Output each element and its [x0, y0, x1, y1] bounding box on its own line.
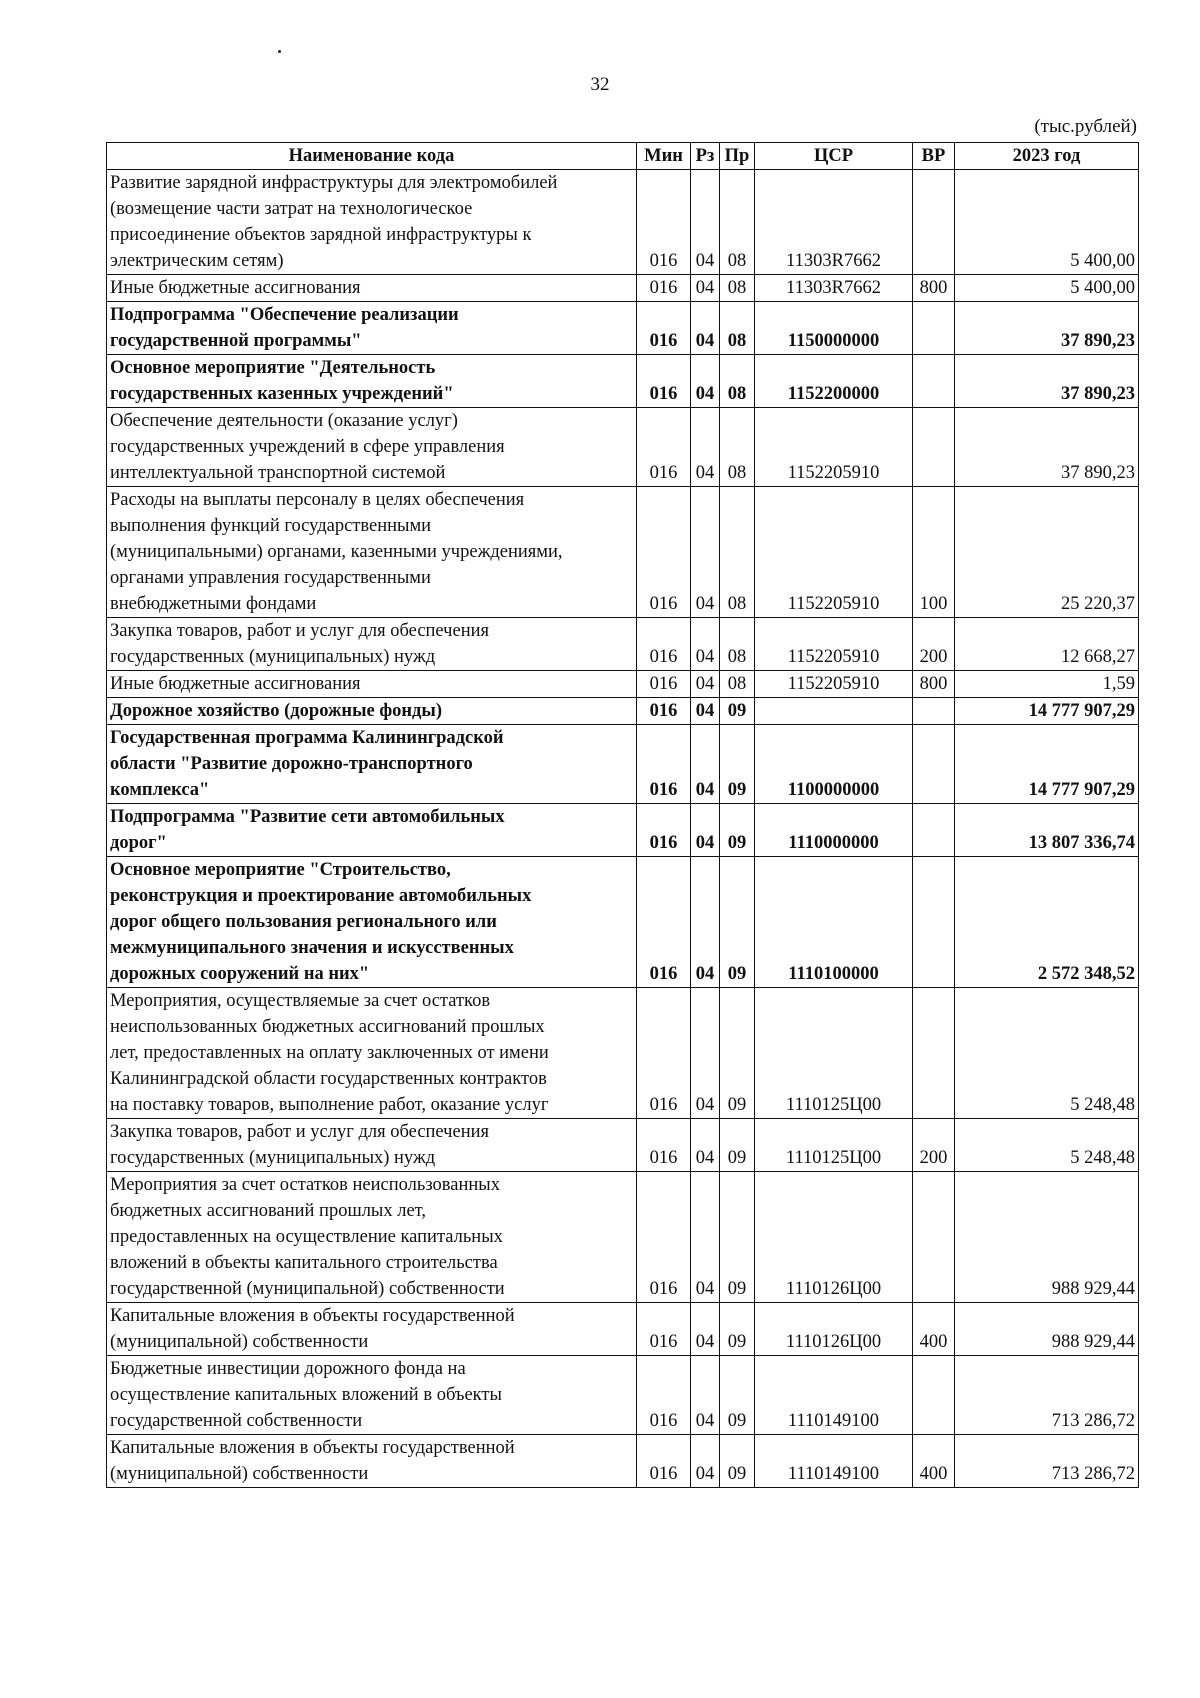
row-csr: 1110149100	[755, 1356, 913, 1435]
row-name-line: выполнения функций государственными	[110, 516, 432, 536]
row-name-line: Государственная программа Калининградской	[110, 728, 504, 748]
table-row	[107, 1356, 1139, 1435]
row-pr: 09	[720, 857, 755, 988]
row-name-line: Развитие зарядной инфраструктуры для электромобилей	[110, 173, 558, 193]
row-csr: 1152200000	[755, 355, 913, 408]
row-name-line: органами управления государственными	[110, 568, 431, 588]
row-rz: 04	[691, 1303, 720, 1356]
row-vr	[913, 170, 955, 275]
row-name-line: Мероприятия, осуществляемые за счет остатков	[110, 991, 491, 1011]
table-row	[107, 408, 1139, 487]
row-rz: 04	[691, 988, 720, 1119]
row-min: 016	[637, 275, 691, 302]
row-vr	[913, 698, 955, 725]
row-name-line: Подпрограмма "Обеспечение реализации	[110, 305, 459, 325]
table-header	[107, 143, 1139, 170]
row-name-line: (муниципальными) органами, казенными учреждениями,	[110, 542, 563, 562]
row-rz: 04	[691, 804, 720, 857]
row-name	[107, 1303, 637, 1356]
row-vr: 200	[913, 618, 955, 671]
row-rz: 04	[691, 698, 720, 725]
row-pr: 08	[720, 170, 755, 275]
row-pr: 09	[720, 1356, 755, 1435]
row-pr: 08	[720, 275, 755, 302]
row-min: 016	[637, 1356, 691, 1435]
row-name-line: Расходы на выплаты персоналу в целях обеспечения	[110, 490, 525, 510]
row-vr	[913, 857, 955, 988]
row-csr: 1110149100	[755, 1435, 913, 1488]
row-name	[107, 1172, 637, 1303]
row-name-line: Подпрограмма "Развитие сети автомобильных	[110, 807, 505, 827]
row-min: 016	[637, 804, 691, 857]
row-csr: 1100000000	[755, 725, 913, 804]
row-name-line: межмуниципального значения и искусственных	[110, 938, 514, 958]
row-name-line: государственных (муниципальных) нужд	[110, 647, 436, 667]
table-row	[107, 1435, 1139, 1488]
row-csr: 1110126Ц00	[755, 1303, 913, 1356]
row-rz: 04	[691, 725, 720, 804]
table-row	[107, 698, 1139, 725]
table-row	[107, 302, 1139, 355]
row-rz: 04	[691, 170, 720, 275]
header-min: Мин	[637, 143, 691, 170]
row-amount: 5 248,48	[955, 1119, 1139, 1172]
row-pr: 09	[720, 1303, 755, 1356]
row-amount: 1,59	[955, 671, 1139, 698]
scan-speck	[278, 50, 281, 53]
row-name-line: интеллектуальной транспортной системой	[110, 463, 446, 483]
row-name-line: вложений в объекты капитального строительства	[110, 1253, 498, 1273]
row-name	[107, 275, 637, 302]
table-row	[107, 857, 1139, 988]
header-csr: ЦСР	[755, 143, 913, 170]
row-amount: 37 890,23	[955, 355, 1139, 408]
row-amount: 988 929,44	[955, 1172, 1139, 1303]
page-number: 32	[590, 74, 610, 95]
row-pr: 08	[720, 408, 755, 487]
units-label: (тыс.рублей)	[1034, 116, 1137, 137]
row-name-line: (возмещение части затрат на технологическое	[110, 199, 473, 219]
row-csr: 1152205910	[755, 487, 913, 618]
row-name-line: Иные бюджетные ассигнования	[110, 674, 361, 694]
row-rz: 04	[691, 618, 720, 671]
row-min: 016	[637, 170, 691, 275]
row-min: 016	[637, 408, 691, 487]
row-amount: 37 890,23	[955, 302, 1139, 355]
row-name-line: государственной собственности	[110, 1411, 363, 1431]
row-name	[107, 1119, 637, 1172]
row-pr: 09	[720, 988, 755, 1119]
row-name-line: бюджетных ассигнований прошлых лет,	[110, 1201, 426, 1221]
row-name-line: Закупка товаров, работ и услуг для обеспечения	[110, 621, 490, 641]
row-amount: 12 668,27	[955, 618, 1139, 671]
row-csr: 11303R7662	[755, 170, 913, 275]
row-name-line: неиспользованных бюджетных ассигнований прошлых	[110, 1017, 545, 1037]
row-name	[107, 988, 637, 1119]
row-pr: 09	[720, 725, 755, 804]
row-min: 016	[637, 1435, 691, 1488]
row-min: 016	[637, 671, 691, 698]
row-name-line: осуществление капитальных вложений в объекты	[110, 1385, 502, 1405]
row-name-line: комплекса"	[110, 780, 210, 800]
row-vr: 200	[913, 1119, 955, 1172]
row-rz: 04	[691, 275, 720, 302]
row-name	[107, 618, 637, 671]
row-min: 016	[637, 857, 691, 988]
row-min: 016	[637, 618, 691, 671]
row-min: 016	[637, 1303, 691, 1356]
row-min: 016	[637, 487, 691, 618]
row-name-line: реконструкция и проектирование автомобильных	[110, 886, 532, 906]
row-vr	[913, 725, 955, 804]
row-name-line: области "Развитие дорожно-транспортного	[110, 754, 473, 774]
row-vr: 800	[913, 671, 955, 698]
row-csr: 1150000000	[755, 302, 913, 355]
row-vr: 400	[913, 1435, 955, 1488]
row-amount: 37 890,23	[955, 408, 1139, 487]
row-name	[107, 804, 637, 857]
row-name-line: Дорожное хозяйство (дорожные фонды)	[110, 701, 443, 721]
header-row	[107, 143, 1139, 170]
table-row	[107, 804, 1139, 857]
table-row	[107, 275, 1139, 302]
row-name-line: дорог"	[110, 833, 167, 853]
row-name-line: Иные бюджетные ассигнования	[110, 278, 361, 298]
header-pr: Пр	[720, 143, 755, 170]
row-name-line: электрическим сетям)	[110, 251, 284, 271]
row-rz: 04	[691, 1435, 720, 1488]
row-pr: 08	[720, 355, 755, 408]
row-pr: 09	[720, 1119, 755, 1172]
row-vr	[913, 355, 955, 408]
row-min: 016	[637, 698, 691, 725]
row-name-line: государственной (муниципальной) собственности	[110, 1279, 505, 1299]
row-rz: 04	[691, 1172, 720, 1303]
row-csr: 1110126Ц00	[755, 1172, 913, 1303]
row-name	[107, 1435, 637, 1488]
row-name	[107, 487, 637, 618]
row-name-line: Капитальные вложения в объекты государственной	[110, 1306, 515, 1326]
row-pr: 08	[720, 618, 755, 671]
row-pr: 09	[720, 804, 755, 857]
table-row	[107, 988, 1139, 1119]
row-amount: 5 400,00	[955, 170, 1139, 275]
row-amount: 14 777 907,29	[955, 698, 1139, 725]
header-vr: ВР	[913, 143, 955, 170]
table-row	[107, 170, 1139, 275]
row-amount: 713 286,72	[955, 1435, 1139, 1488]
row-csr: 1152205910	[755, 618, 913, 671]
row-name-line: предоставленных на осуществление капитальных	[110, 1227, 503, 1247]
row-rz: 04	[691, 1356, 720, 1435]
header-amount: 2023 год	[955, 143, 1139, 170]
row-amount: 25 220,37	[955, 487, 1139, 618]
row-name-line: Обеспечение деятельности (оказание услуг)	[110, 411, 458, 431]
row-vr	[913, 988, 955, 1119]
budget-table	[106, 142, 1139, 1488]
row-pr: 08	[720, 671, 755, 698]
row-pr: 08	[720, 487, 755, 618]
row-vr	[913, 804, 955, 857]
table-row	[107, 1119, 1139, 1172]
row-name	[107, 302, 637, 355]
row-min: 016	[637, 1172, 691, 1303]
row-csr: 1110125Ц00	[755, 988, 913, 1119]
row-name	[107, 355, 637, 408]
table-body	[107, 170, 1139, 1488]
row-name-line: внебюджетными фондами	[110, 594, 317, 614]
row-name	[107, 698, 637, 725]
row-csr: 11303R7662	[755, 275, 913, 302]
row-rz: 04	[691, 302, 720, 355]
row-vr	[913, 1172, 955, 1303]
row-vr	[913, 1356, 955, 1435]
header-rz: Рз	[691, 143, 720, 170]
row-min: 016	[637, 988, 691, 1119]
row-csr: 1152205910	[755, 671, 913, 698]
row-amount: 13 807 336,74	[955, 804, 1139, 857]
row-name-line: (муниципальной) собственности	[110, 1464, 369, 1484]
row-amount: 988 929,44	[955, 1303, 1139, 1356]
row-csr	[755, 698, 913, 725]
row-csr: 1110000000	[755, 804, 913, 857]
row-name-line: присоединение объектов зарядной инфраструктуры к	[110, 225, 532, 245]
table-row	[107, 355, 1139, 408]
row-name	[107, 725, 637, 804]
row-vr	[913, 408, 955, 487]
table-row	[107, 1172, 1139, 1303]
row-rz: 04	[691, 671, 720, 698]
row-amount: 5 248,48	[955, 988, 1139, 1119]
table-row	[107, 1303, 1139, 1356]
table-row	[107, 671, 1139, 698]
row-name-line: лет, предоставленных на оплату заключенных от имени	[110, 1043, 549, 1063]
row-csr: 1110100000	[755, 857, 913, 988]
row-vr: 800	[913, 275, 955, 302]
row-amount: 14 777 907,29	[955, 725, 1139, 804]
row-min: 016	[637, 725, 691, 804]
row-pr: 08	[720, 302, 755, 355]
row-name-line: государственных казенных учреждений"	[110, 384, 454, 404]
row-amount: 2 572 348,52	[955, 857, 1139, 988]
row-rz: 04	[691, 857, 720, 988]
row-vr: 400	[913, 1303, 955, 1356]
header-name: Наименование кода	[107, 143, 637, 170]
row-name-line: Закупка товаров, работ и услуг для обеспечения	[110, 1122, 490, 1142]
row-name	[107, 1356, 637, 1435]
row-name-line: дорожных сооружений на них"	[110, 964, 370, 984]
row-csr: 1110125Ц00	[755, 1119, 913, 1172]
row-pr: 09	[720, 698, 755, 725]
row-name-line: Капитальные вложения в объекты государственной	[110, 1438, 515, 1458]
row-vr	[913, 302, 955, 355]
row-name-line: (муниципальной) собственности	[110, 1332, 369, 1352]
row-csr: 1152205910	[755, 408, 913, 487]
row-amount: 713 286,72	[955, 1356, 1139, 1435]
row-name	[107, 671, 637, 698]
row-rz: 04	[691, 487, 720, 618]
row-rz: 04	[691, 1119, 720, 1172]
row-pr: 09	[720, 1172, 755, 1303]
row-name	[107, 408, 637, 487]
row-rz: 04	[691, 408, 720, 487]
row-amount: 5 400,00	[955, 275, 1139, 302]
row-name	[107, 170, 637, 275]
row-name-line: государственной программы"	[110, 331, 362, 351]
row-name-line: дорог общего пользования регионального или	[110, 912, 497, 932]
row-rz: 04	[691, 355, 720, 408]
row-name-line: Основное мероприятие "Деятельность	[110, 358, 436, 378]
row-name	[107, 857, 637, 988]
table-row	[107, 725, 1139, 804]
row-min: 016	[637, 355, 691, 408]
row-name-line: Калининградской области государственных контрактов	[110, 1069, 547, 1089]
row-name-line: Основное мероприятие "Строительство,	[110, 860, 451, 880]
row-name-line: Мероприятия за счет остатков неиспользованных	[110, 1175, 500, 1195]
row-vr: 100	[913, 487, 955, 618]
row-name-line: государственных учреждений в сфере управления	[110, 437, 505, 457]
table-row	[107, 618, 1139, 671]
row-min: 016	[637, 302, 691, 355]
row-name-line: Бюджетные инвестиции дорожного фонда на	[110, 1359, 466, 1379]
row-name-line: на поставку товаров, выполнение работ, оказание услуг	[110, 1095, 549, 1115]
table-row	[107, 487, 1139, 618]
row-name-line: государственных (муниципальных) нужд	[110, 1148, 436, 1168]
row-pr: 09	[720, 1435, 755, 1488]
row-min: 016	[637, 1119, 691, 1172]
